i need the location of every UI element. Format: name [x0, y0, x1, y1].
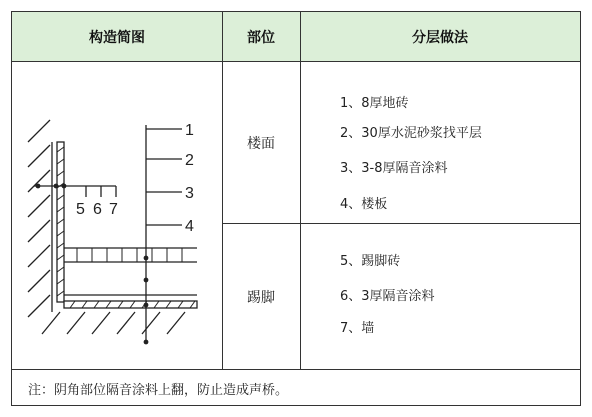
slab-hatch	[42, 312, 185, 334]
diagram-label: 4	[185, 218, 194, 235]
layer-item: 6、3厚隔音涂料	[340, 289, 435, 304]
table-note: 注：阴角部位隔音涂料上翻，防止造成声桥。	[28, 382, 289, 398]
diagram-label: 1	[185, 122, 194, 139]
layer-item: 7、墙	[340, 321, 375, 336]
column-divider-2	[300, 12, 301, 369]
layer-item: 2、30厚水泥砂浆找平层	[340, 126, 482, 141]
diagram-label: 2	[185, 152, 194, 169]
construction-table	[11, 11, 581, 406]
part-floor: 楼面	[247, 135, 275, 152]
part-skirting: 踢脚	[247, 289, 275, 306]
wall-hatch	[28, 120, 50, 317]
layer-item: 5、踢脚砖	[340, 254, 401, 269]
diagram-label: 6	[93, 201, 102, 218]
header-part: 部位	[247, 29, 275, 46]
construction-diagram	[12, 12, 222, 369]
layer-item: 3、3-8厚隔音涂料	[340, 161, 448, 176]
layer-item: 1、8厚地砖	[340, 96, 409, 111]
diagram-label: 3	[185, 185, 194, 202]
diagram-label: 5	[76, 201, 85, 218]
header-method: 分层做法	[412, 29, 468, 46]
layer-item: 4、楼板	[340, 197, 388, 212]
diagram-label: 7	[109, 201, 118, 218]
header-diagram: 构造简图	[89, 29, 145, 46]
